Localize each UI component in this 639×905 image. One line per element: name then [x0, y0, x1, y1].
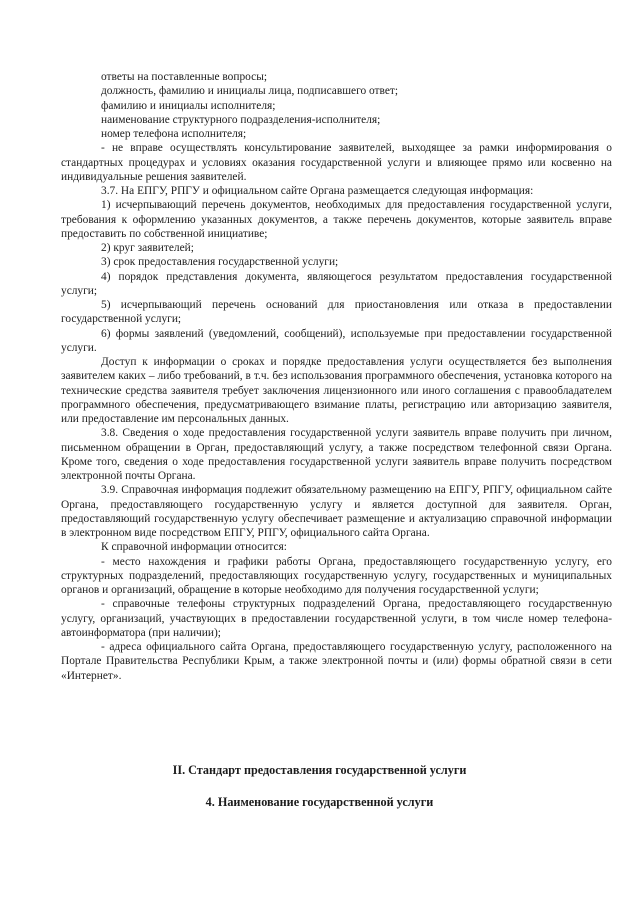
paragraph: 3.7. На ЕПГУ, РПГУ и официальном сайте Органа размещается следующая информация:: [101, 185, 534, 197]
paragraph: 3) срок предоставления государственной услуги;: [101, 256, 339, 269]
document-body: [61, 70, 612, 683]
paragraph: 4) порядок представления документа, являющегося результатом предоставления государственной услуги;: [61, 270, 612, 297]
section-heading: II. Стандарт предоставления государственной услуги: [172, 763, 467, 777]
paragraph: 1) исчерпывающий перечень документов, необходимых для предоставления государственной услуги, требования к оформлению указанных документов, а также перечень документов, которые заявитель вправе предоставить по собственной инициативе;: [61, 199, 612, 240]
paragraph: ответы на поставленные вопросы;: [101, 71, 268, 83]
paragraph: наименование структурного подразделения-исполнителя;: [101, 113, 381, 126]
paragraph: 5) исчерпывающий перечень оснований для приостановления или отказа в предоставлении государственной услуги;: [61, 299, 612, 326]
subsection-heading: 4. Наименование государственной услуги: [205, 795, 434, 809]
paragraph: 6) формы заявлений (уведомлений, сообщений), используемые при предоставлении государственной услуги.: [61, 327, 612, 354]
paragraph: 3.9. Справочная информация подлежит обязательному размещению на ЕПГУ, РПГУ, официальном сайте Органа, предоставляющего государственную услугу и является доступной для заявителя. Орган, предоставляющий государственную услугу обеспечивает размещение и актуализацию справочной информации в электронном виде посредством ЕПГУ, РПГУ, официального сайта Органа.: [61, 484, 612, 539]
paragraph: К справочной информации относится:: [101, 541, 287, 554]
paragraph: Доступ к информации о сроках и порядке предоставления услуги осуществляется без выполнения заявителем каких – либо требований, в т.ч. без использования программного обеспечения, установка которого на технические средства заявителя требует заключения лицензионного или иного соглашения с правообладателем программного обеспечения, предусматривающего взимание платы, регистрацию или авторизацию заявителя, или предоставление им персональных данных.: [61, 356, 612, 425]
paragraph: - место нахождения и графики работы Органа, предоставляющего государственную услугу, его структурных подразделений, предоставляющих государственную услугу, государственных и муниципальных органов и организаций, обращение в которые необходимо для получения государственной услуги;: [61, 555, 612, 596]
paragraph: - справочные телефоны структурных подразделений Органа, предоставляющего государственную услугу, организаций, участвующих в предоставлении государственной услуги, в том числе номер телефона-автоинформатора (при наличии);: [61, 598, 612, 639]
paragraph: должность, фамилию и инициалы лица, подписавшего ответ;: [101, 85, 399, 98]
paragraph: - адреса официального сайта Органа, предоставляющего государственную услугу, расположенного на Портале Правительства Республики Крым, а также электронной почты и (или) формы обратной связи в сети «Интернет».: [61, 641, 612, 682]
paragraph: номер телефона исполнителя;: [101, 128, 247, 140]
paragraph: 3.8. Сведения о ходе предоставления государственной услуги заявитель вправе получить при личном, письменном обращении в Орган, предоставляющий услугу, а также посредством телефонной связи Органа. Кроме того, сведения о ходе предоставления государственной услуги заявитель вправе получить посредством электронной почты Органа.: [61, 427, 612, 482]
paragraph: фамилию и инициалы исполнителя;: [101, 99, 276, 112]
paragraph: - не вправе осуществлять консультирование заявителей, выходящее за рамки информирования о стандартных процедурах и условиях оказания государственной услуги и влияющее прямо или косвенно на индивидуальные решения заявителей.: [61, 142, 612, 183]
paragraph: 2) круг заявителей;: [101, 242, 194, 254]
